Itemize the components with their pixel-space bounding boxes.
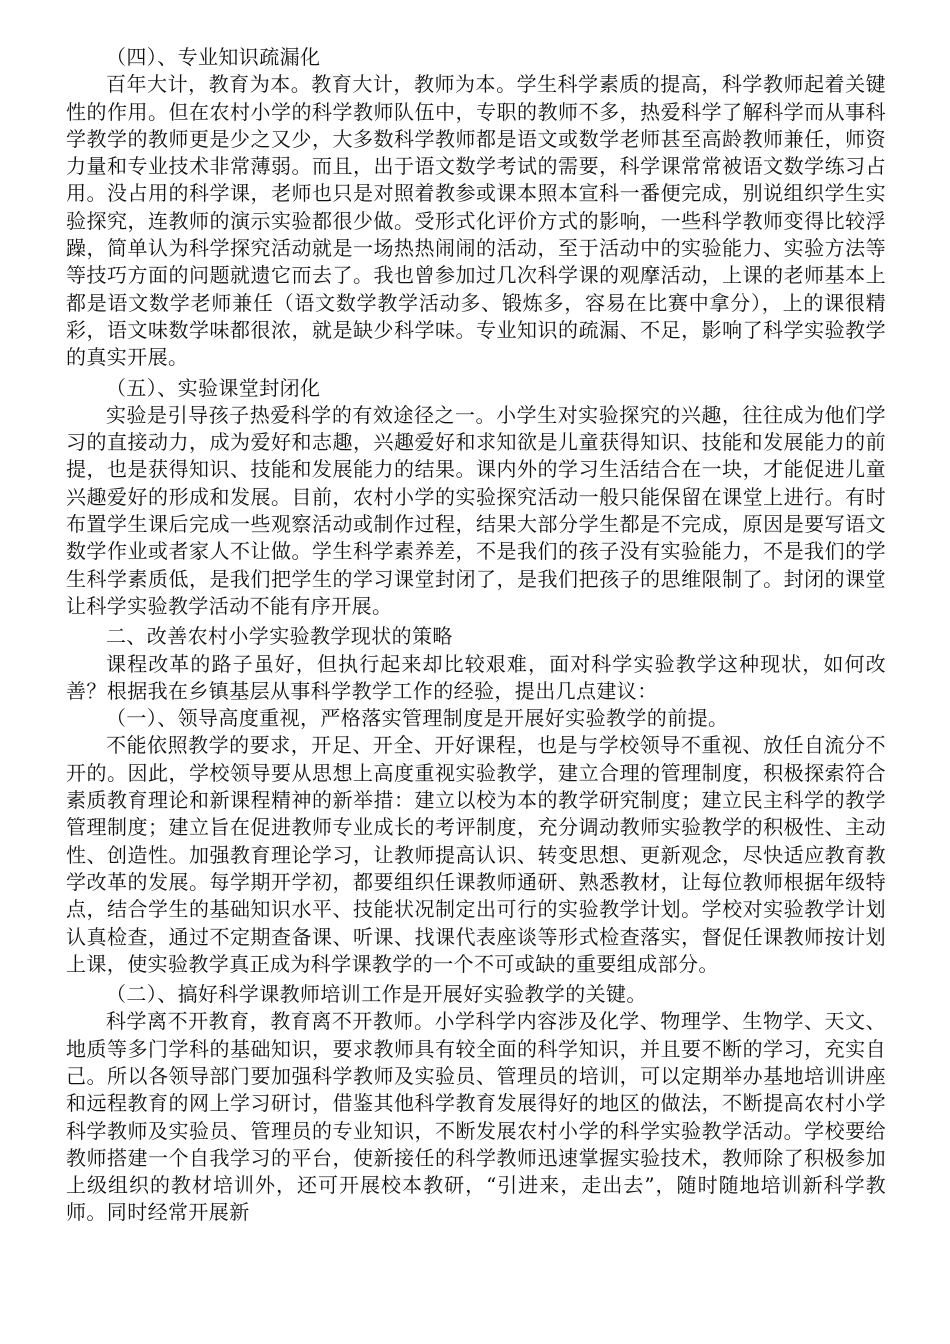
section-heading-2: （二）、搞好科学课教师培训工作是开展好实验教学的关键。	[106, 982, 647, 1007]
paragraph-professional-knowledge: 百年大计，教育为本。教育大计，教师为本。学生科学素质的提高，科学教师起着关键性的作用。但在农村小学的科学教师队伍中，专职的教师不多，热爱科学了解科学而从事科学教学的教师更是少之又少，大多数科学教师都是语文或数学老师甚至高龄教师兼任，师资力量和专业技术非常薄弱。而且，出于语文数学考试的需要，科学课常常被语文数学练习占用。没占用的科学课，老师也只是对照着教参或课本照本宣科一番便完成，别说组织学生实验探究，连教师的演示实验都很少做。受形式化评价方式的影响，一些科学教师变得比较浮躁，简单认为科学探究活动就是一场热热闹闹的活动，至于活动中的实验能力、实验方法等等技巧方面的问题就遗它而去了。我也曾参加过几次科学课的观摩活动，上课的老师基本上都是语文数学老师兼任（语文数学教学活动多、锻炼多，容易在比赛中拿分），上的课很精彩，语文味数学味都很浓，就是缺少科学味。专业知识的疏漏、不足，影响了科学实验教学的真实开展。	[66, 72, 886, 370]
section-heading-4: （四）、专业知识疏漏化	[106, 45, 321, 69]
paragraph-strategies-intro: 课程改革的路子虽好，但执行起来却比较艰难，面对科学实验教学这种现状，如何改善？根据我在乡镇基层从事科学教学工作的经验，提出几点建议：	[66, 651, 886, 703]
section-heading-strategies: 二、改善农村小学实验教学现状的策略	[106, 624, 453, 649]
paragraph-teacher-training: 科学离不开教育，教育离不开教师。小学科学内容涉及化学、物理学、生物学、天文、地质等多门学科的基础知识，要求教师具有较全面的科学知识，并且要不断的学习，充实自己。所以各领导部门要加强科学教师及实验员、管理员的培训，可以定期举办基地培训讲座和远程教育的网上学习研讨，借鉴其他科学教育发展得好的地区的做法，不断提高农村小学科学教师及实验员、管理员的专业知识，不断发展农村小学的科学实验教学活动。学校要给教师搭建一个自我学习的平台，使新接任的科学教师迅速掌握实验技术，教师除了积极参加上级组织的教材培训外，还可开展校本教研，“引进来，走出去”，随时随地培训新科学教师。同时经常开展新	[66, 1009, 886, 1225]
paragraph-closed-classroom: 实验是引导孩子热爱科学的有效途径之一。小学生对实验探究的兴趣，往往成为他们学习的直接动力，成为爱好和志趣，兴趣爱好和求知欲是儿童获得知识、技能和发展能力的前提，也是获得知识、技能和发展能力的结果。课内外的学习生活结合在一块，才能促进儿童兴趣爱好的形成和发展。目前，农村小学的实验探究活动一般只能保留在课堂上进行。有时布置学生课后完成一些观察活动或制作过程，结果大部分学生都是不完成，原因是要写语文数学作业或者家人不让做。学生科学素养差，不是我们的孩子没有实验能力，不是我们的学生科学素质低，是我们把学生的学习课堂封闭了，是我们把孩子的思维限制了。封闭的课堂让科学实验教学活动不能有序开展。	[66, 402, 886, 618]
section-heading-1: （一）、领导高度重视，严格落实管理制度是开展好实验教学的前提。	[106, 706, 729, 731]
document-page	[66, 44, 886, 1227]
paragraph-leadership: 不能依照教学的要求，开足、开全、开好课程，也是与学校领导不重视、放任自流分不开的。因此，学校领导要从思想上高度重视实验教学，建立合理的管理制度，积极探索符合素质教育理论和新课程精神的新举措：建立以校为本的教学研究制度；建立民主科学的教学管理制度；建立旨在促进教师专业成长的考评制度，充分调动教师实验教学的积极性、主动性、创造性。加强教育理论学习，让教师提高认识、转变思想、更新观念，尽快适应教育教学改革的发展。每学期开学初，都要组织任课教师通研、熟悉教材，让每位教师根据年级特点，结合学生的基础知识水平、技能状况制定出可行的实验教学计划。学校对实验教学计划认真检查，通过不定期查备课、听课、找课代表座谈等形式检查落实，督促任课教师按计划上课，使实验教学真正成为科学课教学的一个不可或缺的重要组成部分。	[66, 733, 886, 976]
section-heading-5: （五）、实验课堂封闭化	[106, 375, 321, 400]
